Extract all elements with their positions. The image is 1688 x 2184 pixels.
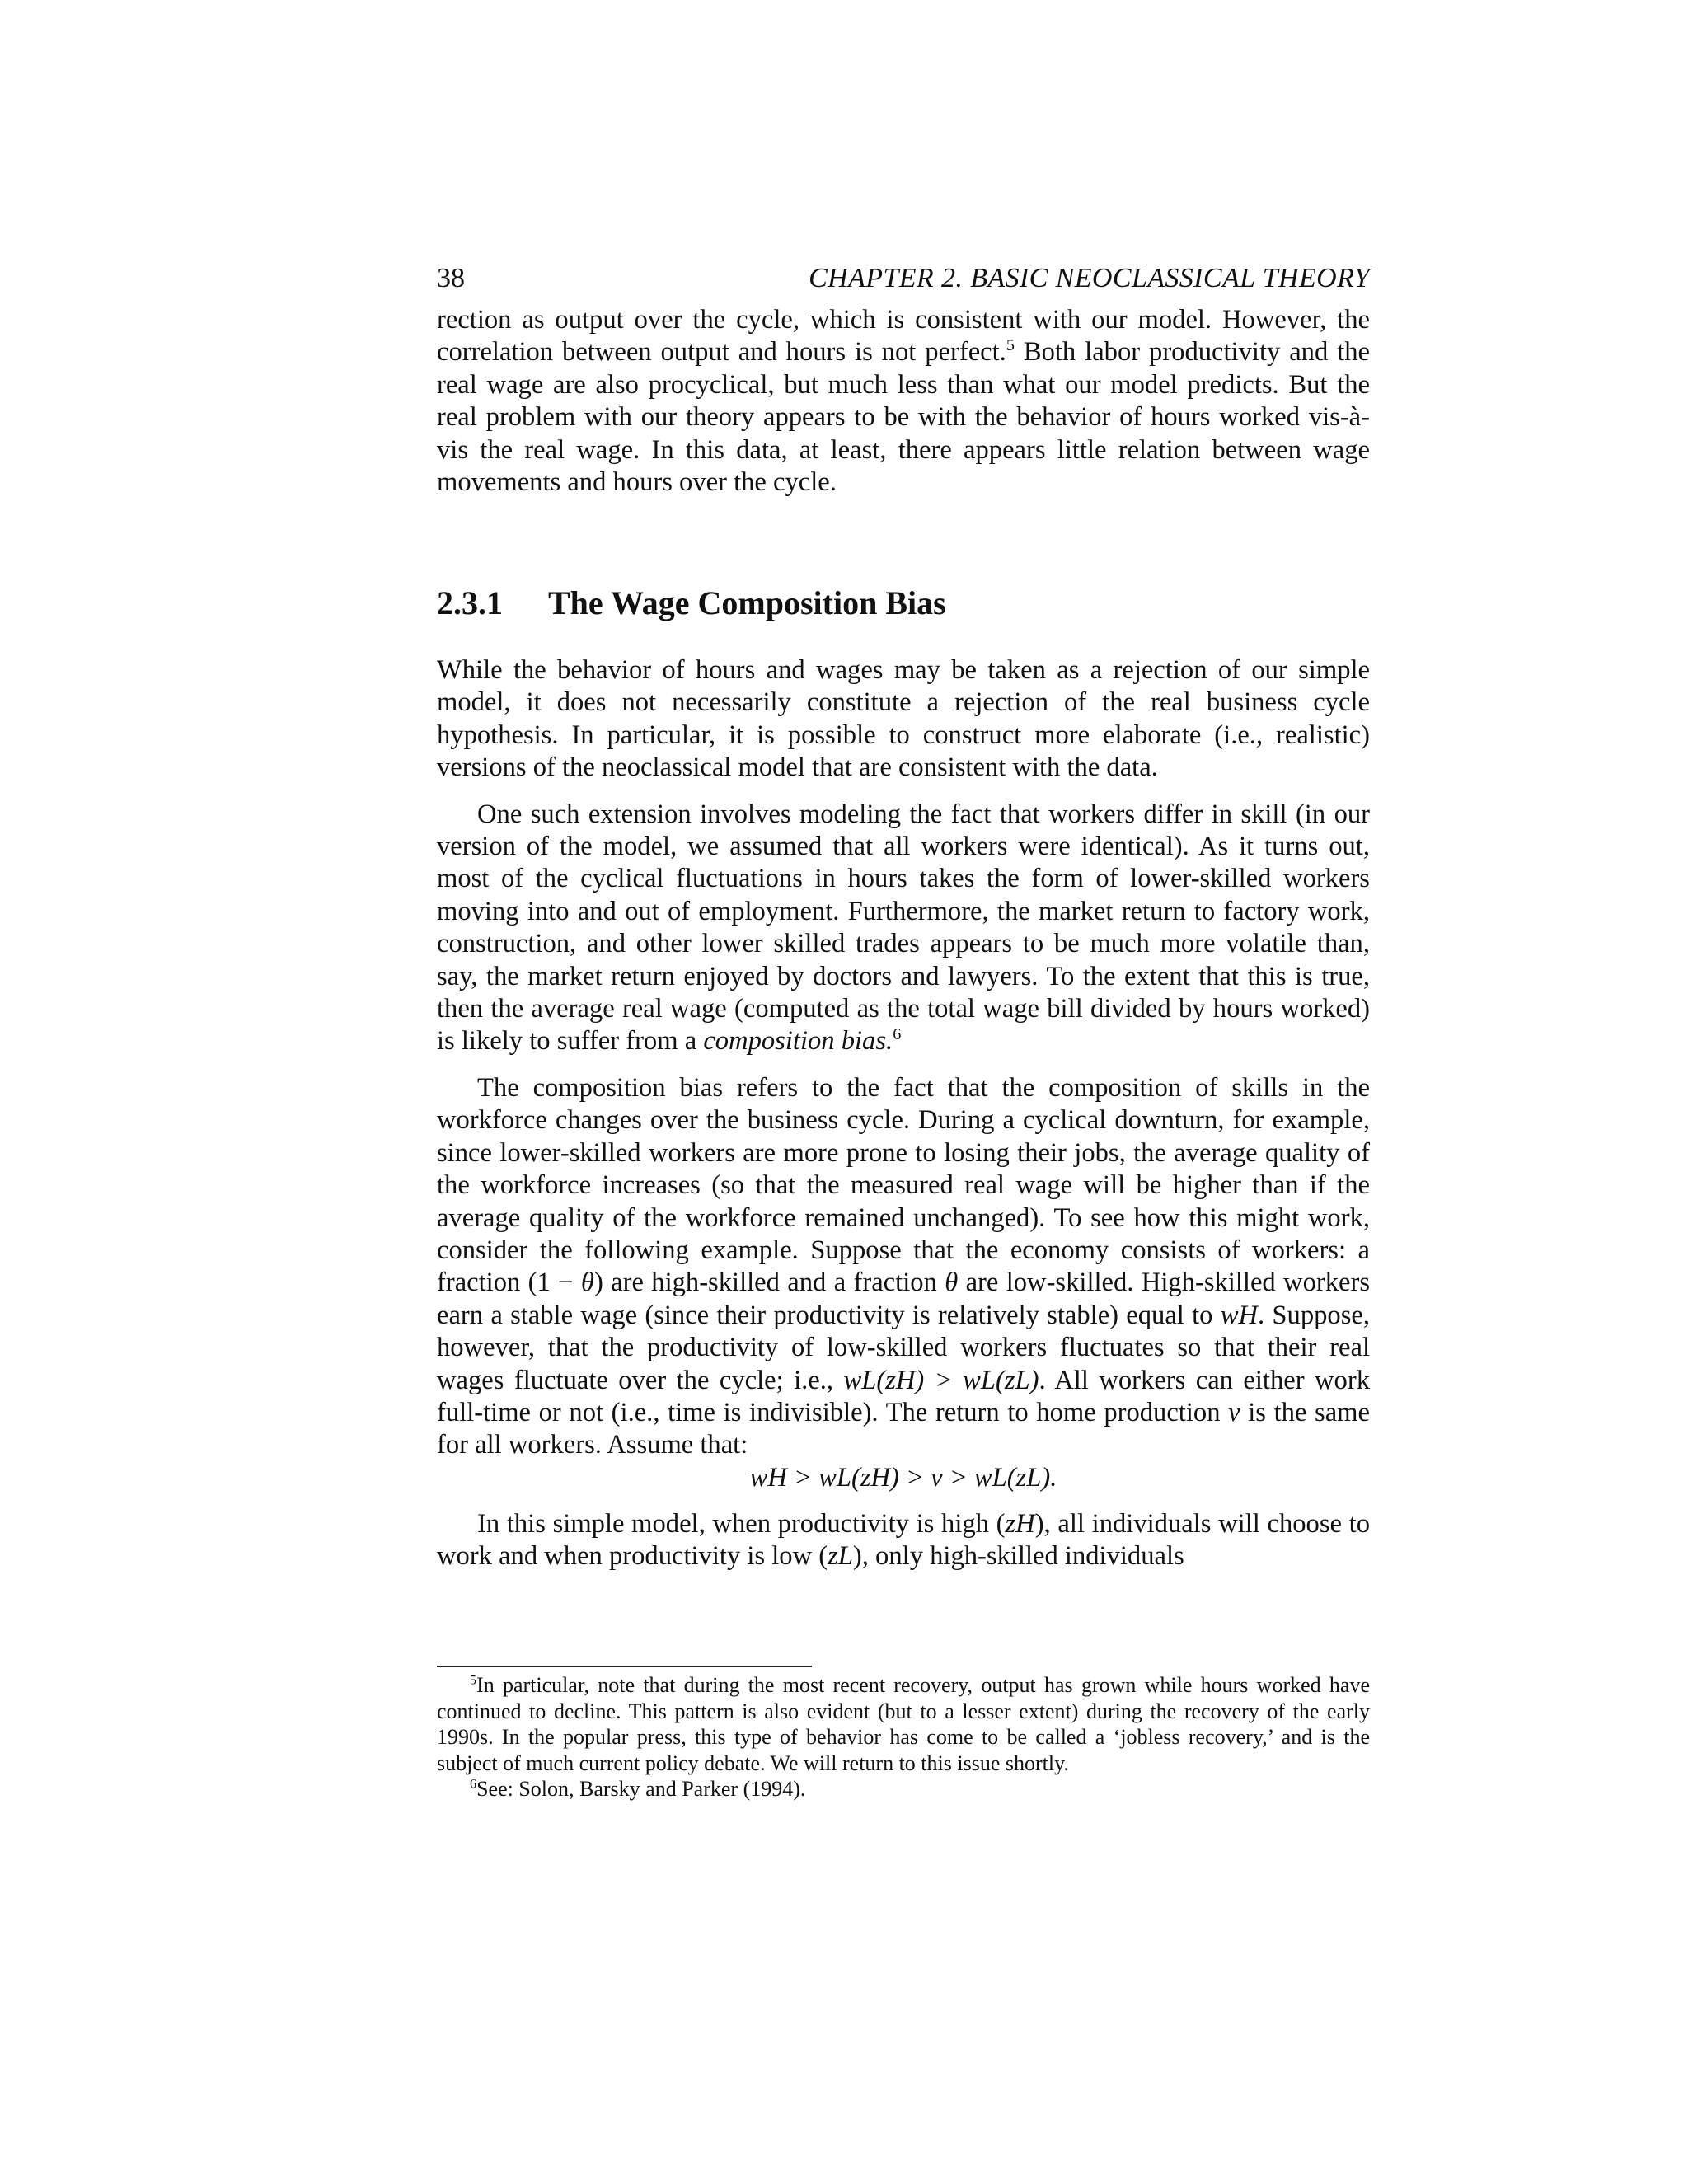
paragraph-4-text-b: ), all individuals will choose to work and when productivity is low ( (437, 1508, 1370, 1572)
footnotes-section (437, 1672, 1370, 1802)
footnote-ref-6[interactable]: 6 (893, 1025, 902, 1044)
paragraph-2-text: One such extension involves modeling the fact that workers differ in skill (in our version of the model, we assumed that all workers were identical). As it turns out, most of the cyclical fluctuations in hours takes the form of lower-skilled workers moving into and out of employment. Furthermore, the market return to factory work, construction, and other lower skilled trades appears to be much more volatile than, say, the market return enjoyed by doctors and lawyers. To the extent that this is true, then the average real wage (computed as the total wage bill divided by hours worked) is likely to suffer from a (437, 799, 1370, 1057)
footnote-5 (437, 1672, 1370, 1776)
footnote-ref-5[interactable]: 5 (1006, 336, 1015, 355)
paragraph-3-text-f: is the same for all workers. Assume that: (437, 1397, 1370, 1460)
section-title: The Wage Composition Bias (548, 584, 946, 621)
paragraph-1: While the behavior of hours and wages may be taken as a rejection of our simple model, it does not necessarily constitute a rejection of the real business cycle hypothesis. In particular, it is possible to construct more elaborate (i.e., realistic) versions of the neoclassical model that are consistent with the data. (437, 655, 1370, 783)
math-w-high: wH (1220, 1300, 1259, 1330)
section-heading (437, 583, 1370, 623)
math-theta: θ (580, 1268, 594, 1298)
paragraph-4 (437, 1508, 1370, 1573)
section-number: 2.3.1 (437, 584, 503, 621)
paragraph-3-text-c: are low-skilled. High-skilled workers earn a stable wage (since their productivity is relatively stable) equal to (437, 1268, 1370, 1330)
intro-paragraph (437, 304, 1370, 499)
footnote-divider (437, 1666, 812, 1667)
composition-bias-term: composition bias. (703, 1026, 893, 1057)
footnote-mark-5: 5 (470, 1673, 477, 1688)
math-z-high: zH (1005, 1508, 1035, 1539)
section-body (437, 654, 1370, 1573)
footnote-5-text: In particular, note that during the most recent recovery, output has grown while hours worked have continued to decline. This pattern is also evident (but to a lesser extent) during the recovery of the early 1990s. In the popular press, this type of behavior has come to be called a ‘jobless recovery,’ and is the subject of much current policy debate. We will return to this issue shortly. (437, 1673, 1370, 1775)
display-equation: wH > wL(zH) > v > wL(zL). (749, 1462, 1057, 1493)
math-inequality: wL(zH) > wL(zL) (843, 1365, 1039, 1395)
footnote-6 (437, 1776, 1370, 1802)
intro-paragraph-block (437, 304, 1370, 499)
paragraph-4-text-a: In this simple model, when productivity is high ( (477, 1508, 1006, 1539)
paragraph-3-text-b: ) are high-skilled and a fraction (593, 1268, 945, 1298)
paragraph-4-text-c: ), only high-skilled individuals (852, 1541, 1184, 1572)
intro-text-part2: Both labor productivity and the real wage are also procyclical, but much less than what our model predicts. But the real problem with our theory appears to be with the behavior of hours worked vis-à-vis the real wage. In this data, at least, there appears little relation between wage movements and hours over the cycle. (437, 337, 1370, 498)
paragraph-2 (437, 799, 1370, 1058)
chapter-title: CHAPTER 2. BASIC NEOCLASSICAL THEORY (809, 263, 1370, 293)
intro-text-part1: rection as output over the cycle, which is consistent with our model. However, the correlation between output and hours is not perfect. (437, 305, 1370, 368)
math-theta: θ (945, 1268, 959, 1298)
paragraph-3 (437, 1072, 1370, 1462)
math-v: v (1228, 1397, 1240, 1427)
paragraph-3-text-a: The composition bias refers to the fact that the composition of skills in the workforce changes over the business cycle. During a cyclical downturn, for example, since lower-skilled workers are more prone to losing their jobs, the average quality of the workforce increases (so that the measured real wage will be higher than if the average quality of the workforce remained unchanged). To see how this might work, consider the following example. Suppose that the economy consists of workers: a fraction (1 − (437, 1072, 1370, 1298)
page-number: 38 (437, 263, 465, 293)
footnote-6-text: See: Solon, Barsky and Parker (1994). (476, 1777, 806, 1801)
math-z-low: zL (828, 1541, 853, 1572)
paragraph-3-text-d: . Suppose, however, that the productivity of low-skilled workers fluctuates so that their real wages fluctuate over the cycle; i.e., (437, 1300, 1370, 1395)
footnote-mark-6: 6 (470, 1777, 477, 1792)
paragraph-3-text-e: . All workers can either work full-time or not (i.e., time is indivisible). The return to home production (437, 1365, 1370, 1427)
